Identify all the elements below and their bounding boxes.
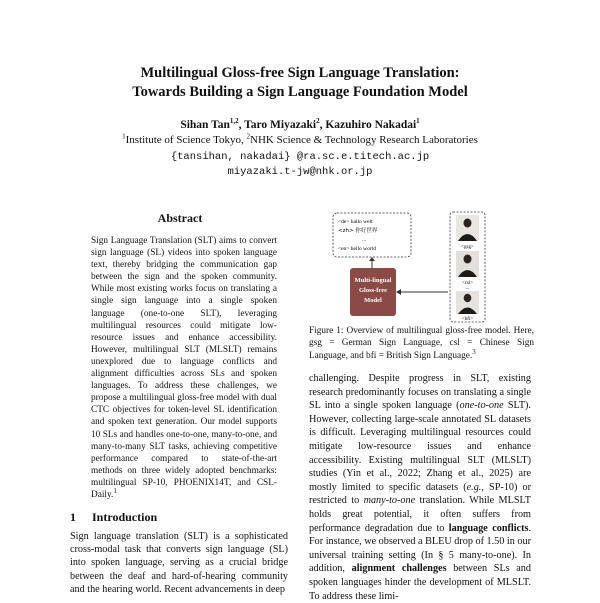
output-de: <de> hallo welt	[338, 219, 373, 225]
body-emphasis: e.g.	[466, 481, 482, 493]
body-text: challenging. Despite progress in SLT, existing research predominantly focuses on translating a single SL into a single spoken language (	[309, 373, 531, 412]
email-line-1[interactable]: {tansihan, nakadai} @ra.sc.e.titech.ac.jp	[170, 151, 430, 163]
abstract-text	[91, 235, 277, 501]
model-label-1: Multi-lingual	[354, 277, 392, 284]
sign-ellipsis: ...	[465, 286, 470, 291]
model-label-3: Model	[364, 297, 382, 304]
section-title: Introduction	[92, 510, 158, 524]
section-number: 1	[70, 510, 76, 524]
caption-text: Figure 1: Overview of multilingual gloss-free model. Here, gsg = German Sign Language, csl = Chinese Sign Language, and bfi = British Sign Language.	[309, 326, 534, 361]
author-name: Kazuhiro Nakadai	[325, 119, 417, 131]
body-emphasis: many-to-one	[363, 495, 416, 507]
arrow-left-head	[396, 289, 401, 295]
paper-title	[60, 64, 540, 102]
arrow-up-head	[369, 257, 375, 261]
title-line-1: Multilingual Gloss-free Sign Language Translation:	[140, 65, 460, 81]
model-label-2: Gloss-free	[358, 287, 388, 294]
title-line-2: Towards Building a Sign Language Foundation Model	[132, 84, 468, 100]
introduction-text: Sign language translation (SLT) is a sophisticated cross-modal task that converts sign language (SL) into spoken language, serving as a crucial bridge between the deaf and hard-of-hearing community and the hearing world. Recent advancements in deep	[70, 531, 288, 595]
body-bold: alignment challenges	[351, 563, 447, 575]
section-heading	[70, 510, 157, 525]
author-affil-mark: 1	[416, 117, 420, 126]
body-emphasis: one-to-one	[459, 400, 504, 412]
figure-1	[330, 210, 490, 325]
signer-figure	[464, 219, 472, 228]
body-bold: language conflicts	[448, 522, 529, 534]
email-line-2[interactable]: miyazaki.t-jw@nhk.or.jp	[227, 166, 373, 178]
sign-label-bfi: <bfi>	[461, 317, 474, 322]
affil-mark: 1	[122, 132, 126, 141]
output-zh: <zh> 你好世界	[338, 228, 378, 234]
signer-figure	[464, 294, 472, 302]
output-en: <en> hello world	[338, 246, 376, 252]
abstract-heading: Abstract	[157, 211, 203, 225]
body-text: , SP-10) or restricted to	[309, 481, 531, 507]
affiliation: NHK Science & Technology Research Laboratories	[250, 134, 478, 146]
affiliation: Institute of Science Tokyo	[125, 134, 242, 146]
figure-caption	[309, 325, 534, 362]
author-list: Sihan Tan$^{1,2}$, Taro Miyazaki$^2$, Kazuhiro Nakadai$^1$	[180, 117, 420, 131]
body-text: between SLs and spoken languages hinder the development of MLSLT. To address these limi-	[309, 563, 531, 602]
body-text: . For instance, we observed a BLEU drop of 1.50 in our universal training setting (In § 5 many-to-one). In addition,	[309, 522, 531, 575]
author-name: Sihan Tan	[180, 119, 230, 131]
author-name: Taro Miyazaki	[244, 119, 317, 131]
signer-figure	[464, 255, 472, 264]
affiliations: $^1$Institute of Science Tokyo, $^2$NHK Science & Technology Research Laboratories	[122, 132, 478, 146]
affil-mark: 2	[246, 132, 251, 141]
sign-label-gsg: <gsg>	[461, 245, 474, 250]
body-text: translation. While MLSLT holds great potential, it often suffers from performance degradation due to	[309, 495, 531, 534]
body-text: SLT). However, collecting large-scale annotated SL datasets is difficult. Leveraging multilingual resources could mitigate low-resource issues and enhance accessibility. Existing multilingual SLT (MLSLT) studies (Yin et al., 2022; Zhang et al., 2025) are mostly limited to specific datasets (	[309, 400, 531, 493]
author-affil-mark: 2	[316, 117, 320, 126]
footnote-mark[interactable]: 1	[113, 486, 117, 495]
footnote-mark[interactable]: 3	[472, 347, 476, 356]
author-affil-mark: 1,2	[229, 117, 239, 126]
abstract-body: Sign Language Translation (SLT) aims to convert sign language (SL) videos into spoken language text, thereby bridging the communication gap between the sign and the spoken community. While most existing works focus on translating a single sign language into a single spoken language (one-to-one SLT), leveraging multilingual resources could mitigate low-resource issues and enhance accessibility. However, multilingual SLT (MLSLT) remains unexplored due to language conflicts and alignment difficulties across SLs and spoken languages. To address these challenges, we propose a multilingual gloss-free model with dual CTC objectives for token-level SL identification and spoken text generation. Our model supports 10 SLs and handles one-to-one, many-to-one, and many-to-many SLT tasks, achieving competitive performance compared to state-of-the-art methods on three widely adopted benchmarks: multilingual SP-10, PHOENIX14T, and CSL-Daily.	[91, 236, 277, 500]
right-column-text	[309, 372, 531, 603]
output-ellipsis: ...	[362, 237, 367, 243]
sign-label-csl: <csl>	[461, 281, 474, 286]
